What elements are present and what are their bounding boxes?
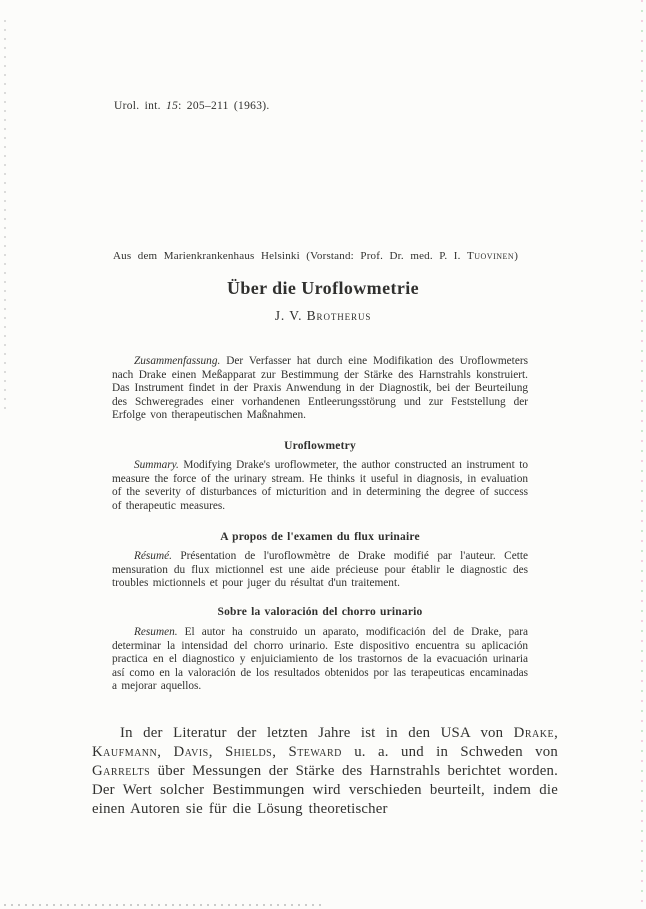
scan-artifact-right-edge	[641, 0, 643, 909]
article-title: Über die Uroflowmetrie	[226, 278, 420, 298]
affiliation-line: Aus dem Marienkrankenhaus Helsinki (Vorstand: Prof. Dr. med. P. I. Tuovinen)	[113, 250, 519, 262]
abstract-spanish: Resumen. El autor ha construido un aparato, modificación del de Drake, para determinar la intensidad del chorro urinario. Este dispositivo encuentra su aplicación practica en el diagnostico y enjuiciamiento de los trastornos de la evacuación urinaria así como en la valoración de los resultados obtenidos por las terapeuticas encaminadas a mejorar aquellos.	[112, 626, 528, 693]
abstract-heading-english: Uroflowmetry	[284, 440, 356, 452]
author-name: J. V. Brotherus	[274, 308, 372, 323]
journal-reference: Urol. int. 15: 205–211 (1963).	[114, 100, 270, 112]
abstract-heading-spanish: Sobre la valoración del chorro urinario	[217, 606, 423, 618]
scan-artifact-left-edge	[4, 20, 6, 410]
abstract-english: Summary. Modifying Drake's uroflowmeter, the author constructed an instrument to measure the force of the urinary stream. He thinks it useful in diagnosis, in evaluation of the severity of disturbances of micturition and in determining the degree of success of therapeutic measures.	[112, 459, 528, 512]
abstract-french: Résumé. Présentation de l'uroflowmètre de Drake modifié par l'auteur. Cette mensuration du flux mictionnel est une aide précieuse pour établir le diagnostic des troubles mictionnels et pour juger du résultat d'un traitement.	[112, 550, 528, 590]
abstract-german: Zusammenfassung. Der Verfasser hat durch eine Modifikation des Uroflowmeters nach Drake einen Meßapparat zur Bestimmung der Stärke des Harnstrahls konstruiert. Das Instrument findet in der Praxis Anwendung in der Diagnostik, bei der Beurteilung des Schweregrades einer vorhandenen Entleerungsstörung und zur Feststellung der Erfolge von therapeutischen Maßnahmen.	[112, 355, 528, 422]
scan-artifact-bottom-edge	[4, 904, 324, 906]
abstract-heading-french: A propos de l'examen du flux urinaire	[220, 531, 420, 543]
body-paragraph: In der Literatur der letzten Jahre ist in den USA von Drake, Kaufmann, Davis, Shields, Steward u. a. und in Schweden von Garrelts über Messungen der Stärke des Harnstrahls berichtet worden. Der Wert solcher Bestimmungen wird verschieden beurteilt, indem die einen Autoren sie für die Lösung theoretischer	[92, 725, 558, 817]
